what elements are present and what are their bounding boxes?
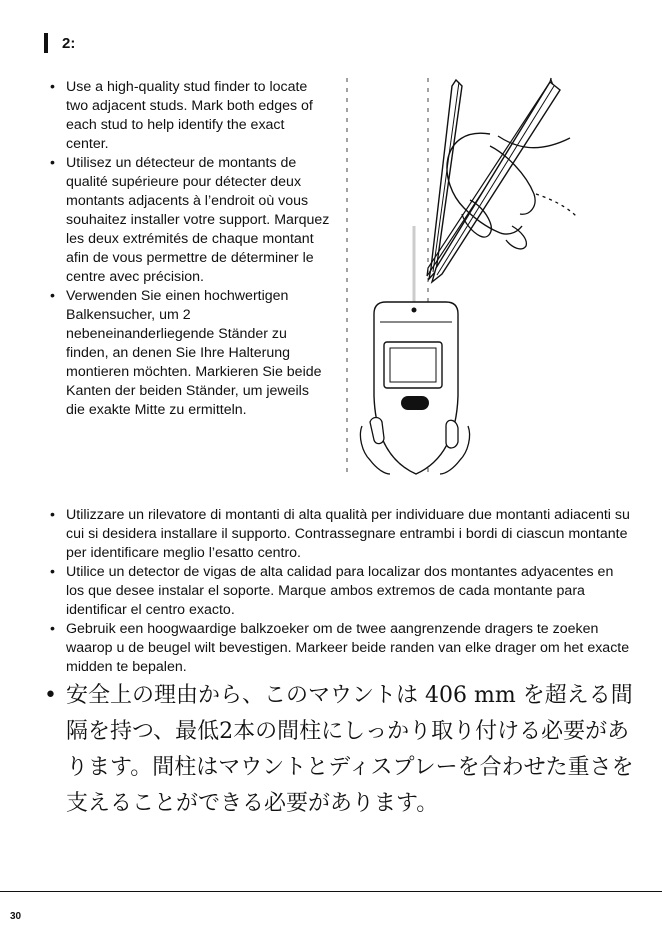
instructions-list-bottom	[50, 506, 630, 677]
instruction-es: • Utilice un detector de vigas de alta calidad para localizar dos montantes adyacentes en los que desee instalar el soporte. Marque ambos extremos de cada montante para identificar el centro exacto.	[50, 563, 630, 620]
stud-finder-illustration	[340, 76, 590, 476]
step-label: 2:	[62, 34, 76, 52]
instruction-en: • Use a high-quality stud finder to locate two adjacent studs. Mark both edges of each stud to help identify the exact center.	[50, 78, 330, 154]
instruction-ja: • 安全上の理由から、このマウントは 406 mm を超える間隔を持つ、最低2本の間柱にしっかり取り付ける必要があります。間柱はマウントとディスプレーを合わせた重さを支えることができる必要があります。	[44, 678, 634, 822]
step-marker-bar	[44, 33, 48, 53]
instruction-it: • Utilizzare un rilevatore di montanti di alta qualità per individuare due montanti adiacenti su cui si desidera installare il supporto. Contrassegnare entrambi i bordi di ciascun montante per identificare meglio l’esatto centro.	[50, 506, 630, 563]
page-number: 30	[10, 911, 22, 922]
footer-divider	[0, 891, 662, 892]
instruction-nl: • Gebruik een hoogwaardige balkzoeker om de twee aangrenzende dragers te zoeken waarop u de beugel wilt bevestigen. Markeer beide randen van elke drager om het exacte midden te bepalen.	[50, 620, 630, 677]
instructions-list-jp	[44, 678, 634, 822]
instructions-list-left	[50, 78, 330, 420]
instruction-fr: • Utilisez un détecteur de montants de qualité supérieure pour détecter deux montants adjacents à l’endroit où vous souhaitez installer votre support. Marquez les deux extrémités de chaque montant afin de vous permettre de déterminer le centre avec précision.	[50, 154, 330, 287]
instruction-de: • Verwenden Sie einen hochwertigen Balkensucher, um 2 nebeneinanderliegende Ständer zu finden, an denen Sie Ihre Halterung montieren möchten. Markieren Sie beide Kanten der beiden Ständer, um jeweils die exakte Mitte zu ermitteln.	[50, 287, 330, 420]
step-header	[44, 33, 75, 53]
